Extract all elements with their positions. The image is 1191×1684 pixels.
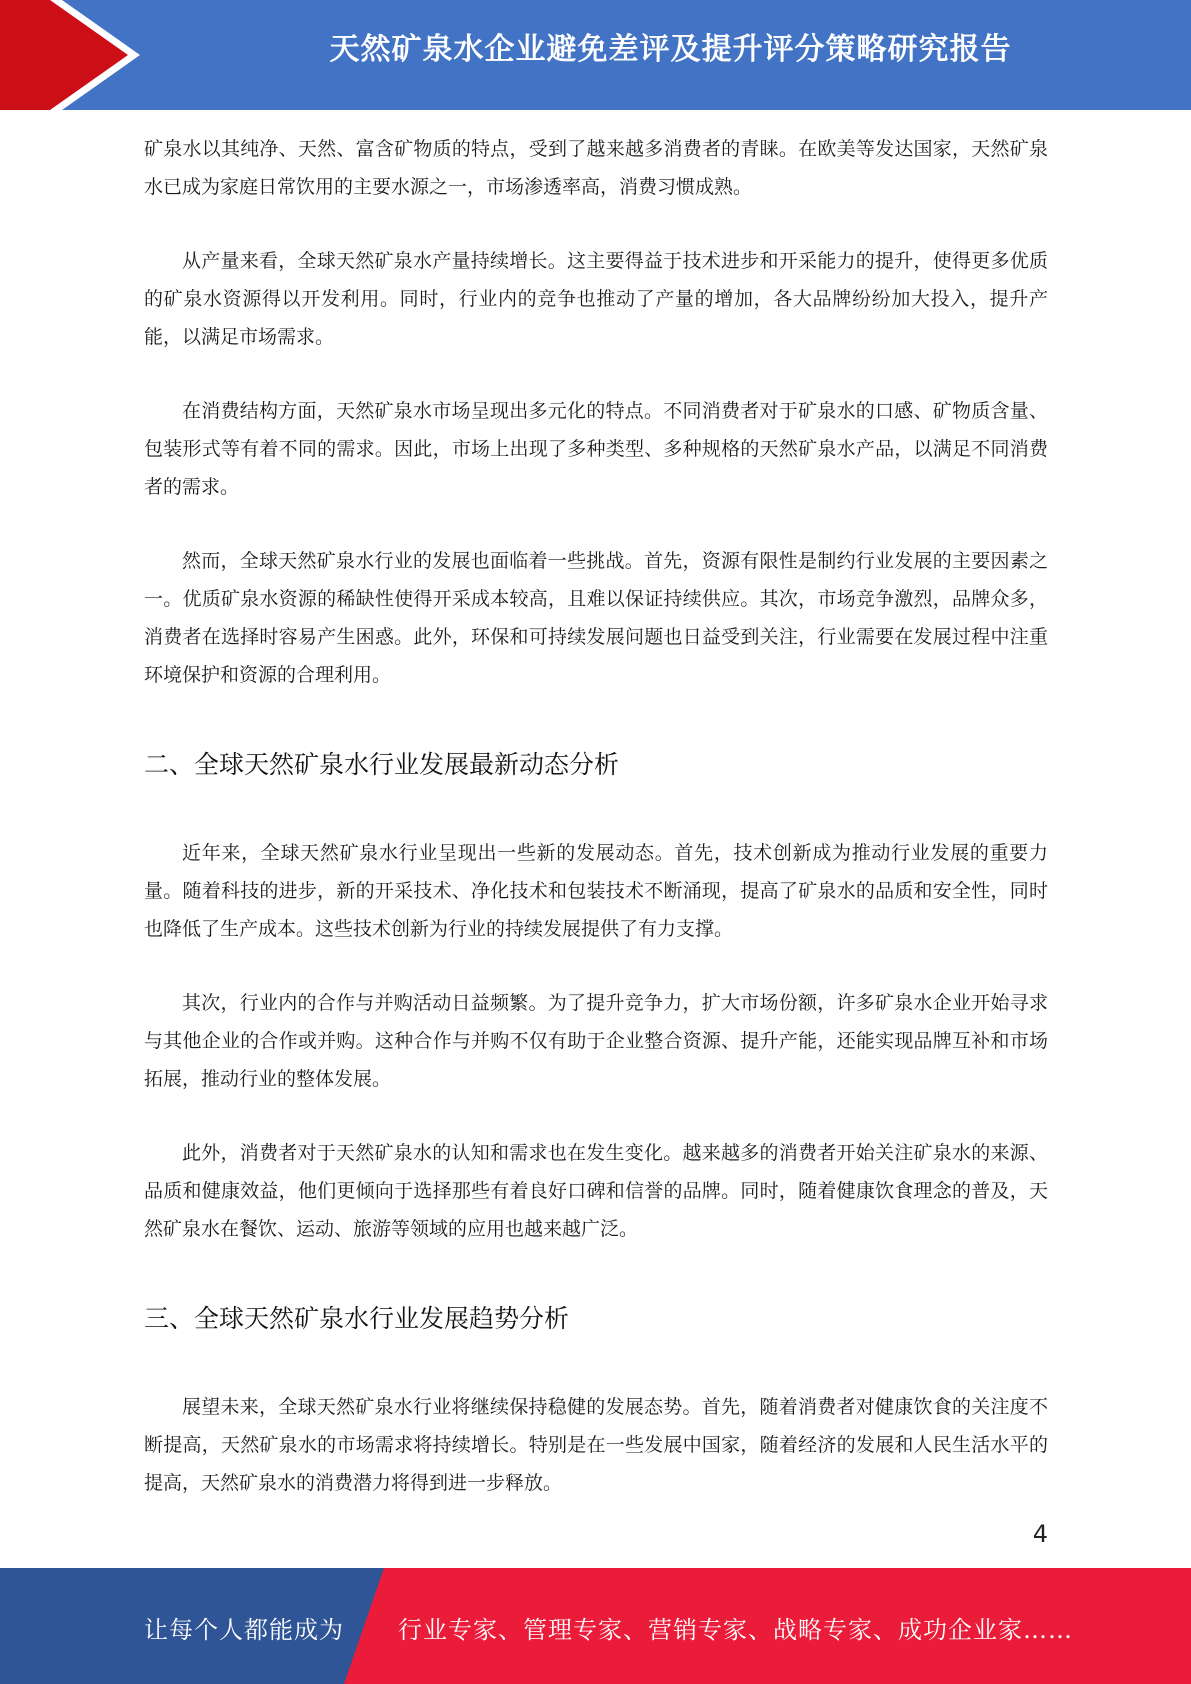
main-content [144,130,1048,1538]
report-title: 天然矿泉水企业避免差评及提升评分策略研究报告 [329,32,1012,67]
paragraph: 矿泉水以其纯净、天然、富含矿物质的特点，受到了越来越多消费者的青睐。在欧美等发达国家，天然矿泉水已成为家庭日常饮用的主要水源之一，市场渗透率高，消费习惯成熟。 [144,138,1048,198]
footer-slogan-right: 行业专家、管理专家、营销专家、战略专家、成功企业家…… [398,1616,1073,1644]
paragraph: 近年来，全球天然矿泉水行业呈现出一些新的发展动态。首先，技术创新成为推动行业发展的重要力量。随着科技的进步，新的开采技术、净化技术和包装技术不断涌现，提高了矿泉水的品质和安全性，同时也降低了生产成本。这些技术创新为行业的持续发展提供了有力支撑。 [144,842,1048,940]
paragraph: 此外，消费者对于天然矿泉水的认知和需求也在发生变化。越来越多的消费者开始关注矿泉水的来源、品质和健康效益，他们更倾向于选择那些有着良好口碑和信誉的品牌。同时，随着健康饮食理念的普及，天然矿泉水在餐饮、运动、旅游等领域的应用也越来越广泛。 [144,1142,1048,1240]
header-red-arrow-shape [0,0,160,110]
section-heading: 三、全球天然矿泉水行业发展趋势分析 [144,1304,570,1333]
paragraph: 然而，全球天然矿泉水行业的发展也面临着一些挑战。首先，资源有限性是制约行业发展的主要因素之一。优质矿泉水资源的稀缺性使得开采成本较高，且难以保证持续供应。其次，市场竞争激烈，品牌众多，消费者在选择时容易产生困惑。此外，环保和可持续发展问题也日益受到关注，行业需要在发展过程中注重环境保护和资源的合理利用。 [144,550,1048,686]
paragraph: 从产量来看，全球天然矿泉水产量持续增长。这主要得益于技术进步和开采能力的提升，使得更多优质的矿泉水资源得以开发利用。同时，行业内的竞争也推动了产量的增加，各大品牌纷纷加大投入，提升产能，以满足市场需求。 [144,250,1048,348]
page-number: 4 [1032,1520,1048,1548]
paragraph: 展望未来，全球天然矿泉水行业将继续保持稳健的发展态势。首先，随着消费者对健康饮食的关注度不断提高，天然矿泉水的市场需求将持续增长。特别是在一些发展中国家，随着经济的发展和人民生活水平的提高，天然矿泉水的消费潜力将得到进一步释放。 [144,1396,1048,1494]
footer-slogan-left: 让每个人都能成为 [144,1616,344,1644]
footer-banner [0,1568,1191,1684]
paragraph: 其次，行业内的合作与并购活动日益频繁。为了提升竞争力，扩大市场份额，许多矿泉水企业开始寻求与其他企业的合作或并购。这种合作与并购不仅有助于企业整合资源、提升产能，还能实现品牌互补和市场拓展，推动行业的整体发展。 [144,992,1048,1090]
paragraph: 在消费结构方面，天然矿泉水市场呈现出多元化的特点。不同消费者对于矿泉水的口感、矿物质含量、包装形式等有着不同的需求。因此，市场上出现了多种类型、多种规格的天然矿泉水产品，以满足不同消费者的需求。 [144,400,1048,498]
header-banner [0,0,1191,110]
section-heading: 二、全球天然矿泉水行业发展最新动态分析 [144,750,620,779]
